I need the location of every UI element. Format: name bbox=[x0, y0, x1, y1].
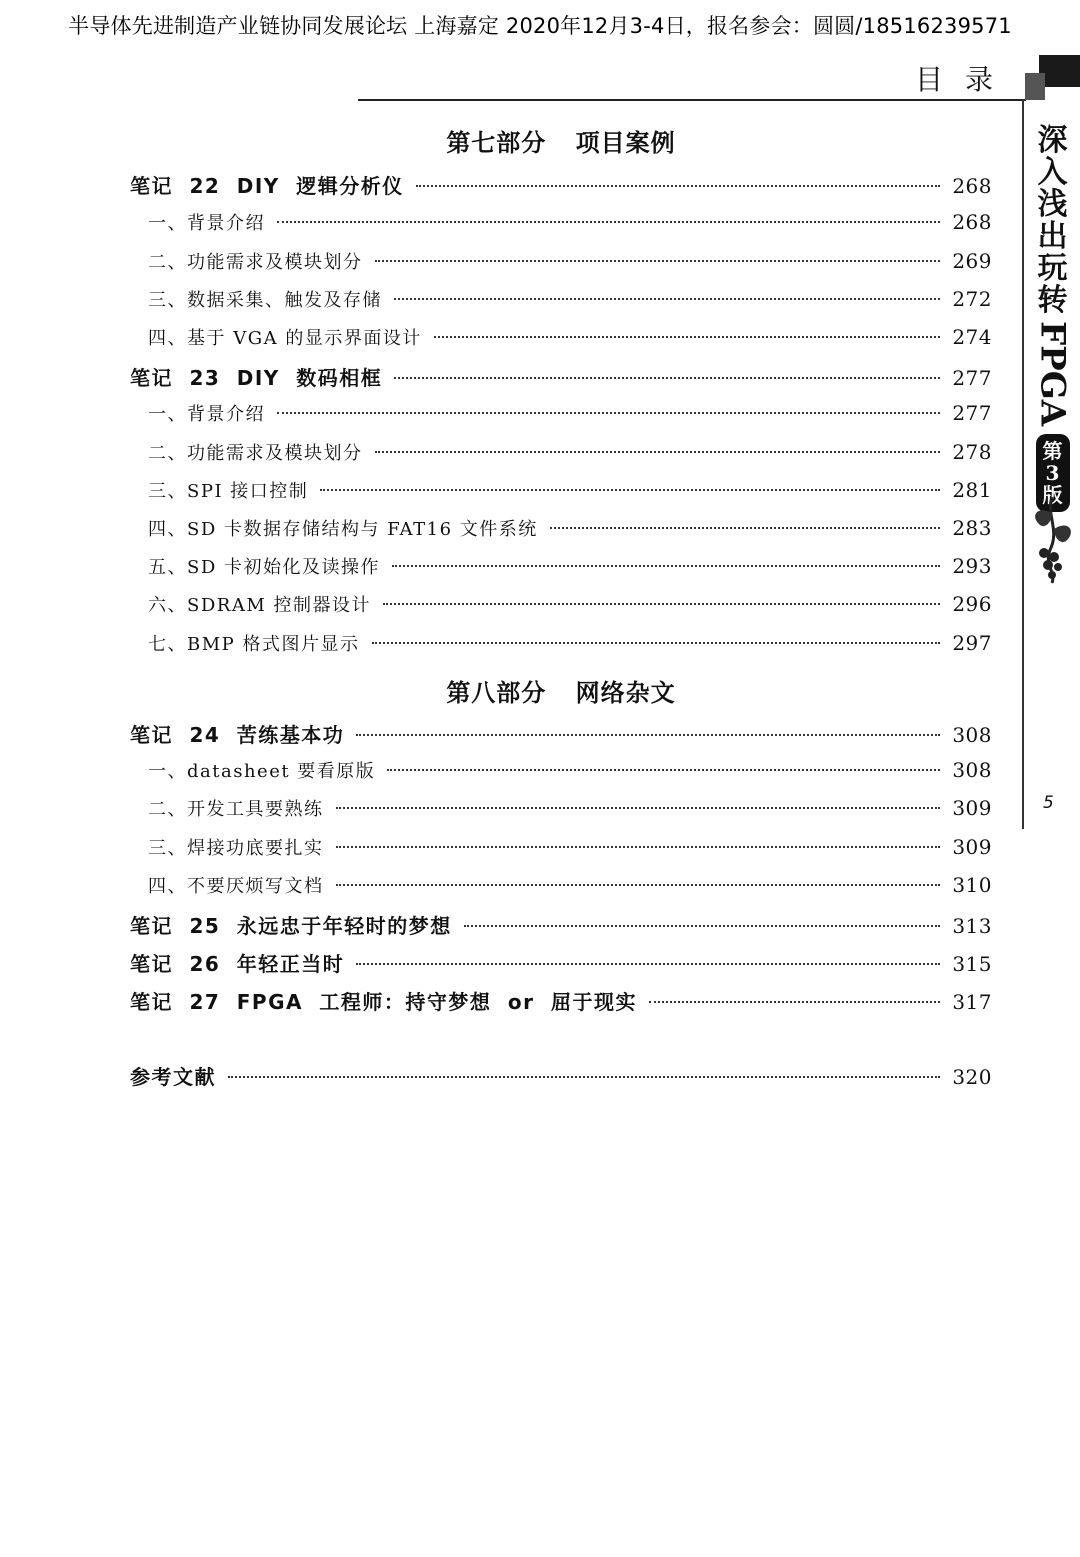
toc-label: 笔记 26 年轻正当时 bbox=[130, 952, 345, 976]
toc-page: 269 bbox=[952, 249, 992, 273]
toc-leader bbox=[336, 807, 941, 809]
toc-label: 参考文献 bbox=[130, 1065, 216, 1089]
toc-leader bbox=[277, 221, 940, 223]
toc-page: 317 bbox=[952, 990, 992, 1014]
toc-row-note-26[interactable] bbox=[130, 948, 992, 976]
toc-row-sub[interactable] bbox=[148, 324, 992, 352]
toc-label: 六、SDRAM 控制器设计 bbox=[148, 595, 371, 616]
toc-leader bbox=[375, 260, 941, 262]
toc-row-sub[interactable] bbox=[148, 757, 992, 785]
toc-label: 笔记 25 永远忠于年轻时的梦想 bbox=[130, 914, 452, 938]
spine-title-char: 浅 bbox=[1037, 187, 1068, 222]
toc-row-sub[interactable] bbox=[148, 286, 992, 314]
toc-row-note-24[interactable] bbox=[130, 719, 992, 747]
spine-title-char: 入 bbox=[1037, 155, 1068, 190]
toc-row-sub[interactable] bbox=[148, 477, 992, 505]
toc-leader bbox=[336, 846, 941, 848]
toc-page: 309 bbox=[952, 835, 992, 859]
toc-leader bbox=[356, 963, 940, 965]
toc-row-sub[interactable] bbox=[148, 209, 992, 237]
toc-row-sub[interactable] bbox=[148, 515, 992, 543]
toc-leader bbox=[336, 884, 941, 886]
toc-label: 一、datasheet 要看原版 bbox=[148, 761, 376, 782]
toc-label: 三、SPI 接口控制 bbox=[148, 481, 309, 502]
toc-row-note-27[interactable] bbox=[130, 986, 992, 1014]
toc-page: 313 bbox=[952, 914, 992, 938]
toc-leader bbox=[416, 185, 940, 187]
toc-page: 310 bbox=[952, 873, 992, 897]
toc-label: 一、背景介绍 bbox=[148, 213, 265, 234]
toc-label: 三、数据采集、触发及存储 bbox=[148, 290, 382, 311]
toc-label: 笔记 22 DIY 逻辑分析仪 bbox=[130, 174, 404, 198]
toc-leader bbox=[434, 336, 940, 338]
toc-page: 277 bbox=[952, 401, 992, 425]
toc-page: 283 bbox=[952, 516, 992, 540]
part-heading: 第七部分 项目案例 bbox=[446, 129, 676, 157]
toc-page: 293 bbox=[952, 554, 992, 578]
toc-label: 三、焊接功底要扎实 bbox=[148, 838, 324, 859]
toc-label: 四、SD 卡数据存储结构与 FAT16 文件系统 bbox=[148, 519, 538, 540]
toc-label: 七、BMP 格式图片显示 bbox=[148, 634, 360, 655]
toc-row-note-22[interactable] bbox=[130, 170, 992, 198]
toc-row-sub[interactable] bbox=[148, 553, 992, 581]
toc-page: 281 bbox=[952, 478, 992, 502]
toc-page: 277 bbox=[952, 366, 992, 390]
toc-row-sub[interactable] bbox=[148, 439, 992, 467]
toc-row-sub[interactable] bbox=[148, 795, 992, 823]
top-banner: 半导体先进制造产业链协同发展论坛 上海嘉定 2020年12月3-4日，报名参会：圆圆/18516239571 bbox=[68, 14, 1012, 38]
toc-label: 五、SD 卡初始化及读操作 bbox=[148, 557, 380, 578]
toc-leader bbox=[277, 412, 940, 414]
toc-leader bbox=[387, 769, 940, 771]
toc-page: 315 bbox=[952, 952, 992, 976]
toc-label: 一、背景介绍 bbox=[148, 404, 265, 425]
spine-title-char: 深 bbox=[1037, 123, 1068, 158]
toc-page: 320 bbox=[952, 1065, 992, 1089]
toc-leader bbox=[394, 298, 940, 300]
toc-label: 二、功能需求及模块划分 bbox=[148, 443, 363, 464]
toc-page: 268 bbox=[952, 174, 992, 198]
toc-row-note-23[interactable] bbox=[130, 362, 992, 390]
toc-row-sub[interactable] bbox=[148, 872, 992, 900]
toc-label: 四、基于 VGA 的显示界面设计 bbox=[148, 328, 422, 349]
spine-title-char: 玩 bbox=[1037, 251, 1068, 286]
toc-leader bbox=[649, 1001, 940, 1003]
toc-row-sub[interactable] bbox=[148, 400, 992, 428]
toc-header-title: 目录 bbox=[915, 63, 1016, 96]
toc-leader bbox=[550, 527, 940, 529]
toc-page: 308 bbox=[952, 723, 992, 747]
toc-page: 268 bbox=[952, 210, 992, 234]
spine-title-latin: FPGA bbox=[1032, 321, 1073, 427]
toc-row-references[interactable] bbox=[130, 1061, 992, 1089]
part-heading: 第八部分 网络杂文 bbox=[446, 679, 676, 707]
toc-label: 笔记 24 苦练基本功 bbox=[130, 723, 345, 747]
toc-label: 笔记 23 DIY 数码相框 bbox=[130, 366, 383, 390]
toc-page: 308 bbox=[952, 758, 992, 782]
toc-label: 二、功能需求及模块划分 bbox=[148, 252, 363, 273]
spine-title-char: 出 bbox=[1037, 219, 1068, 254]
toc-leader bbox=[394, 377, 940, 379]
toc-label: 笔记 27 FPGA 工程师：持守梦想 or 屈于现实 bbox=[130, 990, 637, 1014]
toc-row-sub[interactable] bbox=[148, 591, 992, 619]
spine-title-char: 转 bbox=[1037, 283, 1068, 318]
toc-row-sub[interactable] bbox=[148, 834, 992, 862]
toc-page: 274 bbox=[952, 325, 992, 349]
toc-leader bbox=[320, 489, 940, 491]
toc-label: 二、开发工具要熟练 bbox=[148, 799, 324, 820]
spine-edition-badge: 第3版 bbox=[1036, 434, 1070, 512]
toc-page: 297 bbox=[952, 631, 992, 655]
toc-page: 309 bbox=[952, 796, 992, 820]
toc-leader bbox=[375, 451, 941, 453]
toc-row-sub[interactable] bbox=[148, 630, 992, 658]
toc-leader bbox=[372, 642, 941, 644]
toc-row-sub[interactable] bbox=[148, 248, 992, 276]
toc-leader bbox=[228, 1076, 940, 1078]
toc-page: 296 bbox=[952, 592, 992, 616]
page-number: 5 bbox=[1043, 793, 1054, 813]
toc-page: 272 bbox=[952, 287, 992, 311]
toc-row-note-25[interactable] bbox=[130, 910, 992, 938]
toc-leader bbox=[356, 734, 940, 736]
toc-leader bbox=[383, 603, 940, 605]
toc-leader bbox=[392, 565, 940, 567]
toc-leader bbox=[464, 925, 940, 927]
toc-page: 278 bbox=[952, 440, 992, 464]
toc-label: 四、不要厌烦写文档 bbox=[148, 876, 324, 897]
